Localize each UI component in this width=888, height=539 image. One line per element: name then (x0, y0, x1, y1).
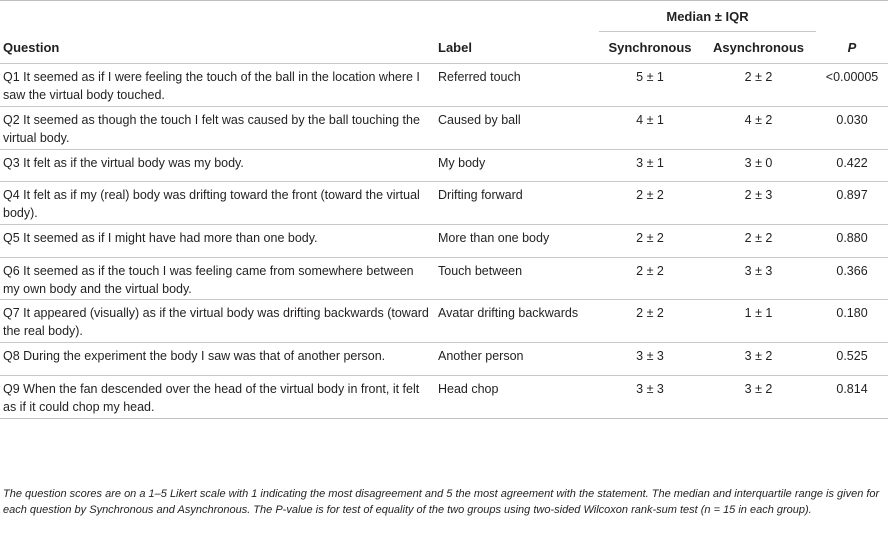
label-cell: More than one body (438, 231, 550, 245)
label-cell: Touch between (438, 264, 523, 278)
p-cell: 0.897 (836, 188, 868, 202)
table-row (0, 376, 888, 419)
header-row (0, 32, 888, 64)
label-cell: Referred touch (438, 70, 521, 84)
sync-cell: 5 ± 1 (636, 70, 664, 84)
p-cell: 0.880 (836, 231, 868, 245)
header-spacer (435, 1, 599, 32)
question-cell: Q6 It seemed as if the touch I was feeling came from somewhere between my own body and the virtual body. (3, 264, 414, 296)
label-cell: Caused by ball (438, 113, 521, 127)
p-value-header: P (847, 39, 857, 55)
median-iqr-header: Median ± IQR (599, 1, 816, 32)
async-cell: 3 ± 0 (744, 156, 773, 170)
table-row (0, 258, 888, 300)
async-cell: 3 ± 3 (744, 264, 773, 278)
question-cell: Q8 During the experiment the body I saw was that of another person. (3, 349, 386, 363)
label-header: Label (438, 39, 472, 55)
label-cell: Another person (438, 349, 524, 363)
sync-cell: 4 ± 1 (636, 113, 664, 127)
table-row (0, 225, 888, 258)
table-footnote: The question scores are on a 1–5 Likert scale with 1 indicating the most disagreement and 5 the most agreement with the statement. The median and interquartile range is given for each question by Synchronous and Asynchronous. The P-value is for test of equality of the two groups using two-sided Wilcoxon rank-sum test (n = 15 in each group). (3, 488, 880, 516)
table-row (0, 150, 888, 182)
sync-cell: 2 ± 2 (636, 306, 664, 320)
table-row (0, 107, 888, 150)
p-cell: 0.366 (836, 264, 868, 278)
async-cell: 2 ± 2 (744, 70, 773, 84)
question-cell: Q2 It seemed as though the touch I felt was caused by the ball touching the virtual body. (3, 113, 420, 145)
p-cell: 0.525 (836, 349, 868, 363)
async-cell: 2 ± 3 (744, 188, 773, 202)
sync-cell: 3 ± 1 (636, 156, 664, 170)
async-cell: 3 ± 2 (744, 382, 773, 396)
p-cell: 0.030 (836, 113, 868, 127)
question-cell: Q9 When the fan descended over the head of the virtual body in front, it felt as if it could chop my head. (3, 382, 420, 414)
question-cell: Q4 It felt as if my (real) body was drifting toward the front (toward the virtual body). (3, 188, 420, 220)
question-cell: Q1 It seemed as if I were feeling the touch of the ball in the location where I saw the virtual body touched. (3, 70, 420, 102)
question-cell: Q5 It seemed as if I might have had more than one body. (3, 231, 318, 245)
sync-cell: 2 ± 2 (636, 231, 664, 245)
sync-cell: 2 ± 2 (636, 264, 664, 278)
table-row (0, 343, 888, 376)
label-cell: Avatar drifting backwards (438, 306, 579, 320)
table-row (0, 300, 888, 343)
label-cell: Drifting forward (438, 188, 523, 202)
async-cell: 3 ± 2 (744, 349, 773, 363)
synchronous-header: Synchronous (608, 40, 692, 55)
label-cell: Head chop (438, 382, 499, 396)
table-row (0, 64, 888, 107)
async-cell: 2 ± 2 (744, 231, 773, 245)
p-cell: 0.422 (836, 156, 868, 170)
table-row (0, 182, 888, 225)
async-cell: 1 ± 1 (744, 306, 773, 320)
question-header: Question (3, 39, 60, 55)
question-cell: Q7 It appeared (visually) as if the virtual body was drifting backwards (toward the real body). (3, 306, 429, 338)
p-cell: 0.180 (836, 306, 868, 320)
label-cell: My body (438, 156, 486, 170)
header-row-group (0, 1, 888, 32)
async-cell: 4 ± 2 (744, 113, 773, 127)
sync-cell: 3 ± 3 (636, 382, 664, 396)
asynchronous-header: Asynchronous (713, 40, 805, 55)
sync-cell: 2 ± 2 (636, 188, 664, 202)
p-cell: <0.00005 (825, 70, 879, 84)
header-spacer (816, 1, 888, 32)
header-spacer (0, 1, 435, 32)
question-cell: Q3 It felt as if the virtual body was my body. (3, 156, 244, 170)
sync-cell: 3 ± 3 (636, 349, 664, 363)
p-cell: 0.814 (836, 382, 868, 396)
